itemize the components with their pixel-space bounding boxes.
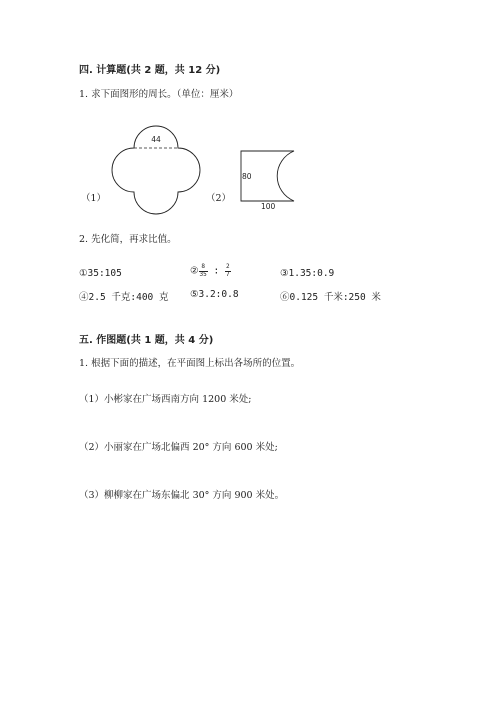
question-1-text: 1. 求下面图形的周长。（单位：厘米） — [79, 89, 239, 100]
location-item-3: （3）柳柳家在广场东偏北 30° 方向 900 米处。 — [79, 490, 285, 501]
figure-1-dimension-label: 44 — [151, 135, 161, 144]
ratio-item-2 — [190, 264, 231, 278]
figure-1-label: （1） — [81, 193, 107, 204]
location-item-2: （2）小丽家在广场北偏西 20° 方向 600 米处; — [79, 442, 278, 453]
section-5-title: 五. 作图题(共 1 题，共 4 分) — [79, 335, 214, 346]
question-2-text: 2. 先化简，再求比值。 — [79, 234, 177, 245]
question-1-drawing-text: 1. 根据下面的描述，在平面图上标出各场所的位置。 — [79, 358, 301, 369]
figure-2-width-label: 100 — [261, 202, 276, 211]
ratio-item-4: ④2.5 千克:400 克 — [79, 292, 169, 303]
figure-2-height-label: 80 — [242, 172, 252, 181]
fraction-numerator: 8 — [199, 264, 208, 272]
figure-1-cloud-shape — [100, 118, 212, 216]
figure-2-label: （2） — [206, 193, 232, 204]
ratio-item-5: ⑤3.2:0.8 — [190, 289, 239, 300]
ratio-item-6: ⑥0.125 千米:250 米 — [280, 292, 381, 303]
fraction-2-7 — [225, 264, 231, 278]
ratio-colon: : — [213, 265, 220, 277]
fraction-8-35 — [199, 264, 208, 278]
location-item-1: （1）小彬家在广场西南方向 1200 米处; — [79, 394, 252, 405]
figure-2-notched-rectangle — [236, 145, 306, 213]
fraction-denominator: 7 — [225, 270, 230, 278]
ratio-item-3: ③1.35:0.9 — [280, 268, 335, 279]
section-4-title: 四. 计算题(共 2 题，共 12 分) — [79, 65, 221, 76]
ratio-item-2-marker: ② — [190, 265, 199, 277]
fraction-numerator: 2 — [225, 263, 230, 270]
fraction-denominator: 35 — [199, 270, 207, 278]
ratio-item-1: ①35:105 — [79, 268, 122, 279]
